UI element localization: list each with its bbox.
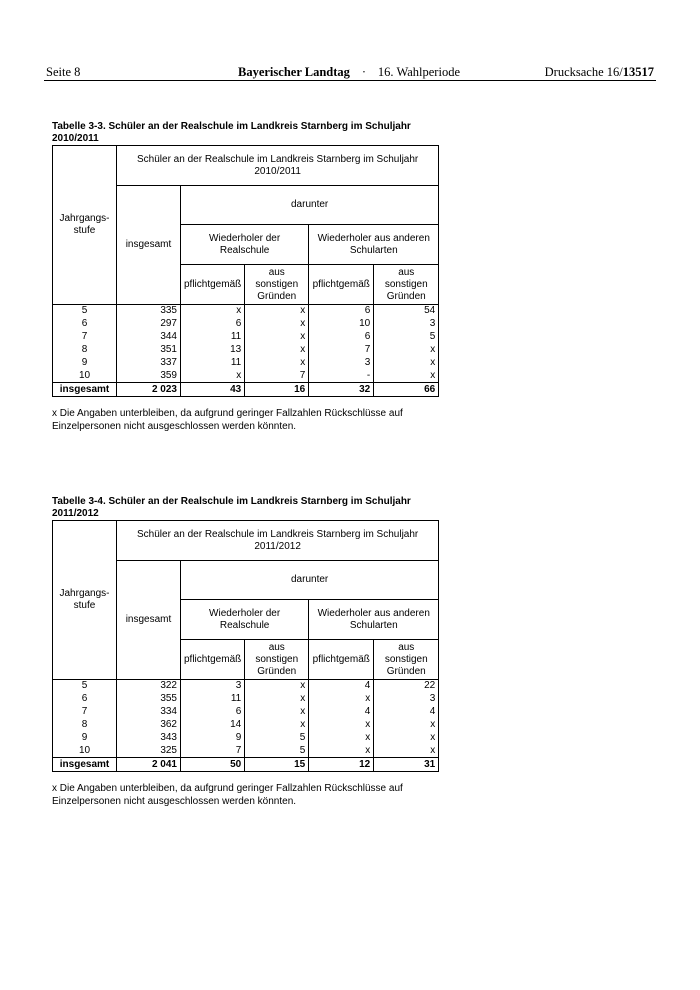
cell-stufe: 9 bbox=[53, 357, 117, 370]
cell-sonstige-andere: 4 bbox=[374, 706, 439, 719]
cell-pflicht-rs: 50 bbox=[181, 758, 245, 772]
cell-stufe: 8 bbox=[53, 344, 117, 357]
cell-sonstige-andere: x bbox=[374, 344, 439, 357]
page-number: Seite 8 bbox=[46, 65, 81, 79]
total-row bbox=[53, 758, 439, 772]
cell-sonstige-rs: x bbox=[245, 693, 309, 706]
col-header-pflicht-andere: pflichtgemäß bbox=[309, 265, 374, 305]
cell-pflicht-andere: 3 bbox=[309, 357, 374, 370]
cell-pflicht-andere: - bbox=[309, 370, 374, 383]
col-header-sonstige-rs: aus sonstigen Gründen bbox=[245, 265, 309, 305]
table-row bbox=[53, 344, 439, 357]
cell-sonstige-rs: x bbox=[245, 344, 309, 357]
cell-pflicht-andere: 10 bbox=[309, 318, 374, 331]
cell-stufe: 5 bbox=[53, 680, 117, 693]
table-row bbox=[53, 305, 439, 318]
cell-stufe: 7 bbox=[53, 331, 117, 344]
doc-prefix: Drucksache 16/ bbox=[544, 65, 623, 79]
cell-pflicht-rs: 3 bbox=[181, 680, 245, 693]
cell-pflicht-andere: 4 bbox=[309, 680, 374, 693]
col-header-wiederholer-andere: Wiederholer aus anderen Schularten bbox=[309, 225, 439, 265]
cell-sonstige-rs: 7 bbox=[245, 370, 309, 383]
cell-pflicht-rs: x bbox=[181, 305, 245, 318]
col-header-insgesamt: insgesamt bbox=[117, 186, 181, 305]
table-row bbox=[53, 719, 439, 732]
table-row bbox=[53, 732, 439, 745]
table-row bbox=[53, 357, 439, 370]
table-body bbox=[53, 305, 439, 397]
cell-sonstige-rs: x bbox=[245, 680, 309, 693]
cell-sonstige-rs: 5 bbox=[245, 732, 309, 745]
table-row bbox=[53, 745, 439, 758]
cell-sonstige-rs: x bbox=[245, 719, 309, 732]
cell-insgesamt: 2 023 bbox=[117, 383, 181, 397]
col-header-group: Schüler an der Realschule im Landkreis Starnberg im Schuljahr 2010/2011 bbox=[117, 146, 439, 186]
cell-insgesamt: 344 bbox=[117, 331, 181, 344]
document-number bbox=[545, 65, 654, 80]
table-body bbox=[53, 680, 439, 772]
cell-stufe: 5 bbox=[53, 305, 117, 318]
cell-sonstige-rs: 15 bbox=[245, 758, 309, 772]
cell-pflicht-andere: x bbox=[309, 719, 374, 732]
cell-insgesamt: 355 bbox=[117, 693, 181, 706]
cell-pflicht-rs: 7 bbox=[181, 745, 245, 758]
table-row bbox=[53, 706, 439, 719]
cell-stufe: 7 bbox=[53, 706, 117, 719]
cell-insgesamt: 325 bbox=[117, 745, 181, 758]
cell-insgesamt: 297 bbox=[117, 318, 181, 331]
cell-sonstige-andere: 3 bbox=[374, 318, 439, 331]
cell-pflicht-rs: 6 bbox=[181, 318, 245, 331]
cell-insgesamt: 335 bbox=[117, 305, 181, 318]
cell-sonstige-rs: 16 bbox=[245, 383, 309, 397]
cell-insgesamt: 2 041 bbox=[117, 758, 181, 772]
cell-stufe: insgesamt bbox=[53, 383, 117, 397]
cell-sonstige-andere: 31 bbox=[374, 758, 439, 772]
cell-sonstige-rs: 5 bbox=[245, 745, 309, 758]
cell-pflicht-andere: 4 bbox=[309, 706, 374, 719]
table-row bbox=[53, 370, 439, 383]
cell-pflicht-rs: x bbox=[181, 370, 245, 383]
cell-pflicht-rs: 13 bbox=[181, 344, 245, 357]
election-period: 16. Wahlperiode bbox=[377, 65, 460, 79]
cell-sonstige-andere: 66 bbox=[374, 383, 439, 397]
col-header-group: Schüler an der Realschule im Landkreis Starnberg im Schuljahr 2011/2012 bbox=[117, 521, 439, 561]
cell-sonstige-andere: x bbox=[374, 370, 439, 383]
cell-pflicht-andere: x bbox=[309, 745, 374, 758]
cell-pflicht-andere: 32 bbox=[309, 383, 374, 397]
data-table bbox=[52, 520, 439, 772]
cell-sonstige-rs: x bbox=[245, 305, 309, 318]
col-header-pflicht-andere: pflichtgemäß bbox=[309, 640, 374, 680]
cell-insgesamt: 351 bbox=[117, 344, 181, 357]
col-header-wiederholer-andere: Wiederholer aus anderen Schularten bbox=[309, 600, 439, 640]
cell-sonstige-andere: 5 bbox=[374, 331, 439, 344]
cell-sonstige-andere: x bbox=[374, 357, 439, 370]
doc-number: 13517 bbox=[622, 65, 654, 79]
table-row bbox=[53, 331, 439, 344]
col-header-sonstige-rs: aus sonstigen Gründen bbox=[245, 640, 309, 680]
col-header-wiederholer-realschule: Wiederholer der Realschule bbox=[181, 600, 309, 640]
col-header-stufe: Jahrgangs- stufe bbox=[53, 521, 117, 680]
col-header-sonstige-andere: aus sonstigen Gründen bbox=[374, 640, 439, 680]
cell-insgesamt: 322 bbox=[117, 680, 181, 693]
cell-stufe: insgesamt bbox=[53, 758, 117, 772]
col-header-wiederholer-realschule: Wiederholer der Realschule bbox=[181, 225, 309, 265]
cell-sonstige-andere: x bbox=[374, 719, 439, 732]
table-row bbox=[53, 680, 439, 693]
table-row bbox=[53, 318, 439, 331]
cell-pflicht-rs: 6 bbox=[181, 706, 245, 719]
total-row bbox=[53, 383, 439, 397]
cell-stufe: 8 bbox=[53, 719, 117, 732]
cell-sonstige-andere: 3 bbox=[374, 693, 439, 706]
cell-pflicht-rs: 11 bbox=[181, 331, 245, 344]
col-header-darunter: darunter bbox=[181, 186, 439, 225]
cell-insgesamt: 362 bbox=[117, 719, 181, 732]
col-header-darunter: darunter bbox=[181, 561, 439, 600]
table-row bbox=[53, 693, 439, 706]
header-separator: · bbox=[361, 65, 366, 79]
cell-sonstige-rs: x bbox=[245, 706, 309, 719]
table-section-2011 bbox=[52, 496, 452, 808]
footnote: x Die Angaben unterbleiben, da aufgrund geringer Fallzahlen Rückschlüsse auf Einzelpersonen nicht ausgeschlossen werden könnten. bbox=[52, 408, 403, 432]
cell-stufe: 10 bbox=[53, 370, 117, 383]
cell-stufe: 10 bbox=[53, 745, 117, 758]
cell-pflicht-andere: 7 bbox=[309, 344, 374, 357]
cell-insgesamt: 334 bbox=[117, 706, 181, 719]
cell-insgesamt: 337 bbox=[117, 357, 181, 370]
cell-pflicht-rs: 11 bbox=[181, 357, 245, 370]
table-section-2010 bbox=[52, 121, 452, 433]
col-header-pflicht-rs: pflichtgemäß bbox=[181, 265, 245, 305]
col-header-pflicht-rs: pflichtgemäß bbox=[181, 640, 245, 680]
col-header-sonstige-andere: aus sonstigen Gründen bbox=[374, 265, 439, 305]
table-title: Tabelle 3-4. Schüler an der Realschule im Landkreis Starnberg im Schuljahr 2011/2012 bbox=[52, 496, 411, 519]
page-header bbox=[44, 62, 656, 81]
header-title bbox=[199, 65, 499, 80]
cell-pflicht-rs: 11 bbox=[181, 693, 245, 706]
cell-pflicht-rs: 9 bbox=[181, 732, 245, 745]
cell-pflicht-andere: x bbox=[309, 732, 374, 745]
cell-pflicht-rs: 43 bbox=[181, 383, 245, 397]
cell-pflicht-andere: x bbox=[309, 693, 374, 706]
cell-stufe: 9 bbox=[53, 732, 117, 745]
footnote: x Die Angaben unterbleiben, da aufgrund geringer Fallzahlen Rückschlüsse auf Einzelpersonen nicht ausgeschlossen werden könnten. bbox=[52, 783, 403, 807]
cell-sonstige-rs: x bbox=[245, 357, 309, 370]
col-header-stufe: Jahrgangs- stufe bbox=[53, 146, 117, 305]
col-header-insgesamt: insgesamt bbox=[117, 561, 181, 680]
cell-sonstige-andere: x bbox=[374, 745, 439, 758]
cell-sonstige-andere: x bbox=[374, 732, 439, 745]
cell-sonstige-rs: x bbox=[245, 331, 309, 344]
cell-pflicht-andere: 6 bbox=[309, 331, 374, 344]
cell-pflicht-rs: 14 bbox=[181, 719, 245, 732]
table-title: Tabelle 3-3. Schüler an der Realschule im Landkreis Starnberg im Schuljahr 2010/2011 bbox=[52, 121, 411, 144]
cell-pflicht-andere: 6 bbox=[309, 305, 374, 318]
cell-insgesamt: 359 bbox=[117, 370, 181, 383]
cell-insgesamt: 343 bbox=[117, 732, 181, 745]
cell-sonstige-rs: x bbox=[245, 318, 309, 331]
publisher-name: Bayerischer Landtag bbox=[238, 65, 350, 79]
cell-stufe: 6 bbox=[53, 318, 117, 331]
cell-stufe: 6 bbox=[53, 693, 117, 706]
cell-sonstige-andere: 54 bbox=[374, 305, 439, 318]
cell-pflicht-andere: 12 bbox=[309, 758, 374, 772]
data-table bbox=[52, 145, 439, 397]
cell-sonstige-andere: 22 bbox=[374, 680, 439, 693]
